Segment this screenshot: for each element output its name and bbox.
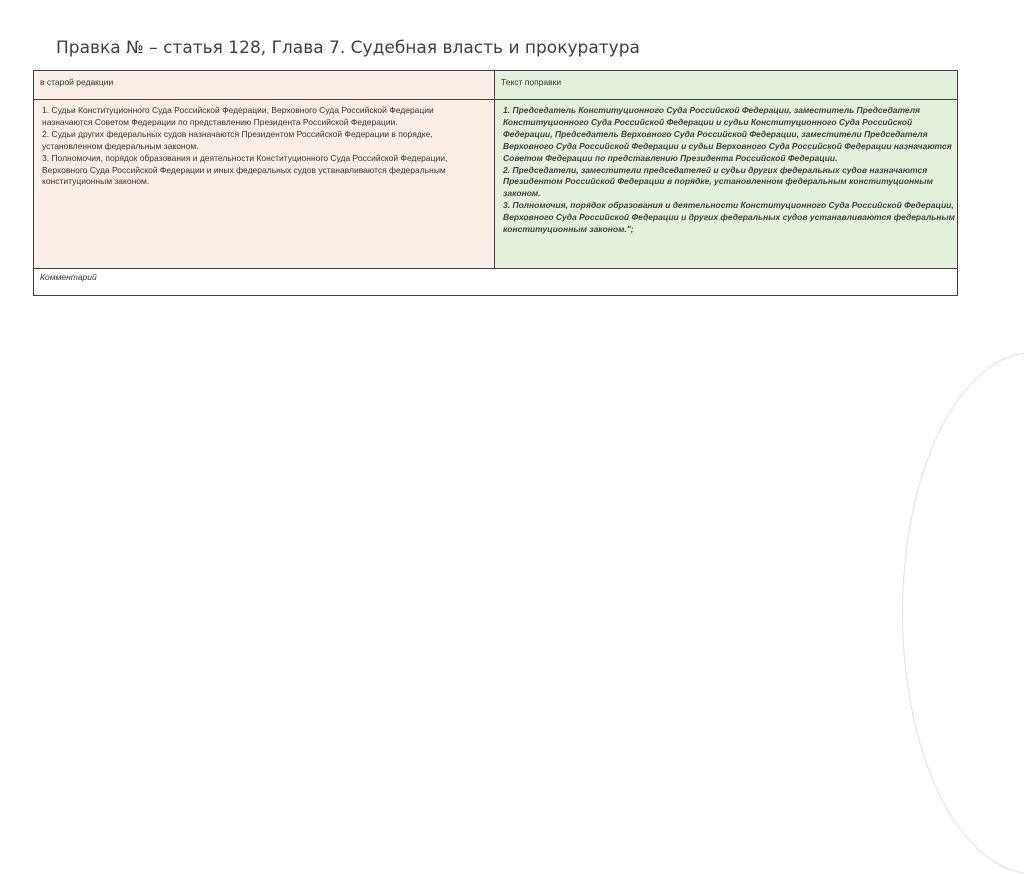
comment-row [34,269,958,296]
new-text-line: Верховного Суда Российской Федерации и других федеральных судов устанавливаются федеральным [503,212,955,223]
new-text-line: Советом Федерации по представлению Президента Российской Федерации. [503,152,838,163]
old-text-line: 3. Полномочия, порядок образования и деятельности Конституционного Суда Российской Федерации, [42,152,448,163]
header-new-label: Текст поправки [501,77,562,87]
old-text-line: конституционным законом. [42,176,150,187]
amendment-text [495,100,957,236]
new-text-line: конституционным законом."; [503,224,634,235]
header-amendment-text [495,71,958,100]
old-edition-cell [34,100,495,269]
new-text-line: 1. Председатель Конституционного Суда Российской Федерации, заместитель Председателя [503,105,921,115]
old-text-line: установленном федеральным законом. [42,140,199,151]
slide-title: Правка № – статья 128, Глава 7. Судебная власть и прокуратура [56,38,640,58]
header-old-edition [34,71,495,100]
header-old-label: в старой редакции [40,77,114,87]
new-text-line: 2. Председатели, заместители председателей и судьи других федеральных судов назначаются [503,164,928,175]
new-text-line: Федерации, Председатель Верховного Суда Российской Федерации, заместители Председателя [503,128,928,139]
decorative-corner-arc [902,352,1024,874]
table-body-row [34,100,958,269]
old-text-line: назначаются Советом Федерации по представлению Президента Российской Федерации. [42,116,398,127]
comment-label: Комментарий [40,272,97,282]
amendment-text-cell [495,100,958,269]
new-text-line: законом. [503,188,541,199]
old-text-line: 1. Судьи Конституционного Суда Российской Федерации, Верховного Суда Российской Федерации [42,105,434,115]
table-header-row [34,71,958,100]
amendment-table [33,70,958,296]
new-text-line: Верховного Суда Российской Федерации и судьи Верховного Суда Российской Федерации назначаются [503,140,952,151]
comment-cell [34,269,958,296]
old-text-line: Верховного Суда Российской Федерации и иных федеральных судов устанавливаются федеральным [42,164,446,175]
new-text-line: Президентом Российской Федерации в порядке, установленном федеральным конституционным [503,176,933,187]
new-text-line: 3. Полномочия, порядок образования и деятельности Конституционного Суда Российской Федерации, [503,200,954,211]
old-edition-text [34,100,494,188]
old-text-line: 2. Судьи других федеральных судов назначаются Президентом Российской Федерации в порядке, [42,128,433,139]
new-text-line: Конституционного Суда Российской Федерации и судьи Конституционного Суда Российской [503,116,913,127]
